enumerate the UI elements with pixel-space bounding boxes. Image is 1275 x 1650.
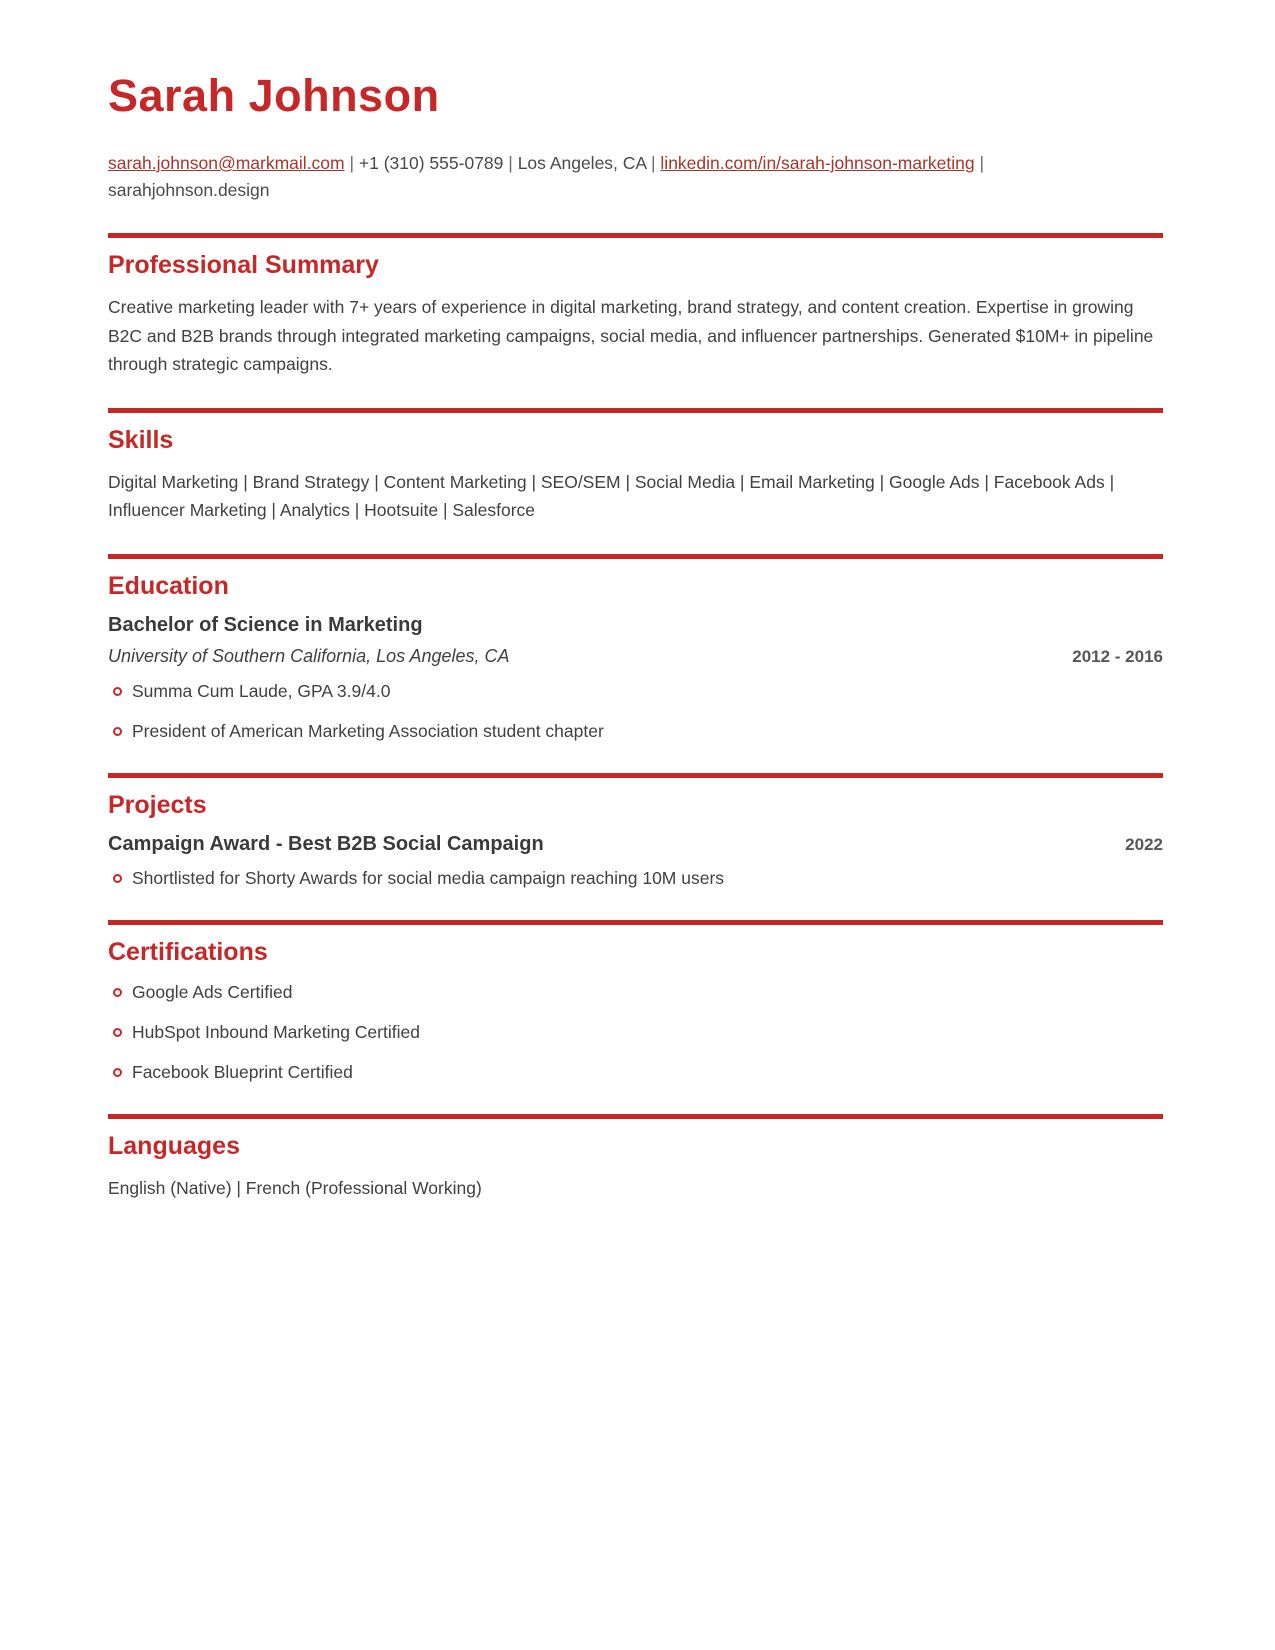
bullet-icon	[113, 1028, 122, 1037]
bullet-text: Summa Cum Laude, GPA 3.9/4.0	[132, 680, 391, 701]
section-languages	[108, 1114, 1163, 1203]
contact-separator: |	[979, 153, 985, 173]
website-text: sarahjohnson.design	[108, 180, 270, 200]
section-divider	[108, 1114, 1163, 1119]
section-divider	[108, 233, 1163, 238]
section-title-education: Education	[108, 571, 229, 600]
project-dates: 2022	[1125, 834, 1163, 854]
list-item	[108, 980, 1163, 1005]
phone-text: +1 (310) 555-0789	[358, 153, 504, 173]
languages-text: English (Native) | French (Professional Working)	[108, 1177, 482, 1198]
bullet-icon	[113, 727, 122, 736]
section-title-projects: Projects	[108, 790, 207, 819]
list-item	[108, 866, 1163, 891]
candidate-name: Sarah Johnson	[108, 70, 440, 121]
contact-line	[108, 150, 1163, 204]
school-name: University of Southern California, Los Angeles, CA	[108, 645, 510, 666]
list-item	[108, 1020, 1163, 1045]
section-title-skills: Skills	[108, 425, 174, 454]
bullet-text: President of American Marketing Association student chapter	[132, 720, 604, 741]
section-title-certifications: Certifications	[108, 937, 268, 966]
list-item	[108, 1060, 1163, 1085]
section-projects	[108, 773, 1163, 891]
project-bullet-list	[108, 866, 1163, 891]
contact-separator: |	[508, 153, 513, 173]
project-header-row	[108, 833, 1163, 856]
section-title-summary: Professional Summary	[108, 251, 379, 279]
degree-title: Bachelor of Science in Marketing	[108, 613, 423, 636]
contact-separator: |	[651, 153, 656, 173]
section-divider	[108, 408, 1163, 413]
section-summary	[108, 233, 1163, 379]
bullet-icon	[113, 874, 122, 883]
email-link[interactable]: sarah.johnson@markmail.com	[108, 153, 345, 173]
section-divider	[108, 773, 1163, 778]
linkedin-link[interactable]: linkedin.com/in/sarah-johnson-marketing	[660, 153, 975, 173]
section-title-languages: Languages	[108, 1131, 240, 1160]
section-skills	[108, 408, 1163, 525]
section-divider	[108, 920, 1163, 925]
education-bullet-list	[108, 679, 1163, 744]
list-item	[108, 679, 1163, 704]
bullet-text: Shortlisted for Shorty Awards for social media campaign reaching 10M users	[132, 867, 725, 888]
bullet-text: Google Ads Certified	[132, 981, 293, 1002]
bullet-icon	[113, 1068, 122, 1077]
project-title: Campaign Award - Best B2B Social Campaign	[108, 832, 544, 855]
list-item	[108, 719, 1163, 744]
skills-text: Digital Marketing | Brand Strategy | Content Marketing | SEO/SEM | Social Media | Email Marketing | Google Ads | Facebook Ads | Influencer Marketing | Analytics | Hootsuite | Salesforce	[108, 471, 1115, 520]
section-divider	[108, 554, 1163, 559]
education-dates: 2012 - 2016	[1072, 646, 1163, 666]
bullet-text: HubSpot Inbound Marketing Certified	[132, 1021, 420, 1042]
bullet-icon	[113, 988, 122, 997]
summary-text: Creative marketing leader with 7+ years of experience in digital marketing, brand strategy, and content creation. Expertise in growing B2C and B2B brands through integrated marketing campaigns, social media, and influencer partnerships. Generated $10M+ in pipeline through strategic campaigns.	[108, 297, 1154, 374]
location-text: Los Angeles, CA	[517, 153, 647, 173]
bullet-icon	[113, 687, 122, 696]
certifications-bullet-list	[108, 980, 1163, 1085]
bullet-text: Facebook Blueprint Certified	[132, 1061, 353, 1082]
contact-separator: |	[349, 153, 355, 173]
section-certifications	[108, 920, 1163, 1085]
section-education	[108, 554, 1163, 744]
education-subheader-row	[108, 646, 1163, 667]
